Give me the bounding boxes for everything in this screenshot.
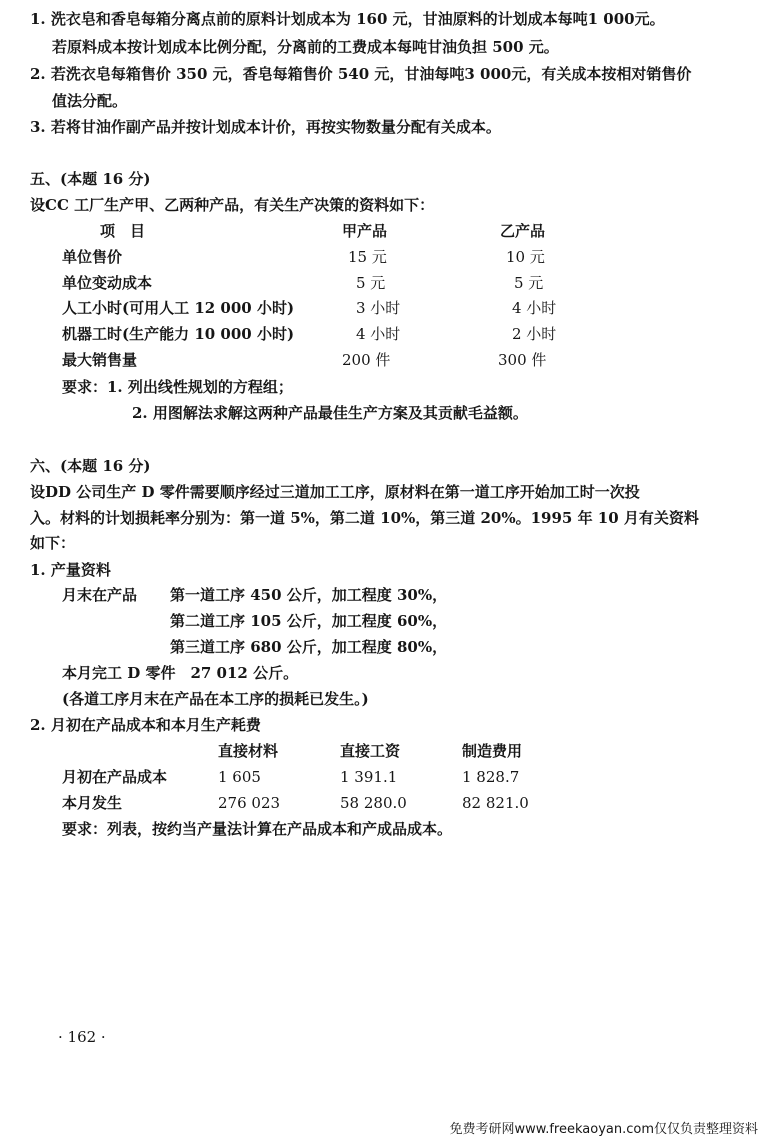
table5-header-item: 项 目 [100,222,146,240]
table5-header-b: 乙产品 [500,222,546,240]
table6-row-label: 本月发生 [62,794,123,812]
table6-cell: 1 391.1 [340,768,398,786]
table5-header-a: 甲产品 [342,222,388,240]
table6-cell: 1 828.7 [462,768,520,786]
table6-row-label: 月初在产品成本 [62,768,168,786]
wip-step-3: 第三道工序 680 公斤，加工程度 80%， [170,638,448,656]
part-six-requirement: 要求：列表，按约当产量法计算在产品成本和产成品成本。 [62,820,453,838]
wip-label: 月末在产品 [62,586,138,604]
table6-header-material: 直接材料 [218,742,279,760]
table6-cell: 1 605 [218,768,261,786]
part-five-heading: 五、(本题 16 分) [30,170,151,188]
table5-row-b: 2 小时 [512,325,557,343]
table5-row-b: 5 元 [514,274,544,292]
wip-step-1: 第一道工序 450 公斤，加工程度 30%， [170,586,448,604]
item-1-line2: 若原料成本按计划成本比例分配，分离前的工费成本每吨甘油负担 500 元。 [52,38,559,56]
table6-cell: 58 280.0 [340,794,407,812]
loss-note: (各道工序月末在产品在本工序的损耗已发生。) [62,690,369,708]
table5-row-b: 4 小时 [512,299,557,317]
table5-row-label: 最大销售量 [62,351,138,369]
item-3-line1: 3. 若将甘油作副产品并按计划成本计价，再按实物数量分配有关成本。 [30,118,501,136]
table6-cell: 82 821.0 [462,794,529,812]
part-five-req2: 2. 用图解法求解这两种产品最佳生产方案及其贡献毛益额。 [132,404,528,422]
item-1-line1: 1. 洗衣皂和香皂每箱分离点前的原料计划成本为 160 元，甘油原料的计划成本每吨1 000元。 [30,10,665,28]
table5-row-label: 单位售价 [62,248,123,266]
page-number: · 162 · [58,1028,106,1046]
table5-row-b: 10 元 [506,248,545,266]
section-1-title: 1. 产量资料 [30,561,111,579]
table6-header-overhead: 制造费用 [462,742,523,760]
section-2-title: 2. 月初在产品成本和本月生产耗费 [30,716,261,734]
table5-row-b: 300 件 [498,351,547,369]
part-six-heading: 六、(本题 16 分) [30,457,151,475]
table5-row-a: 15 元 [348,248,387,266]
finished-output: 本月完工 D 零件 27 012 公斤。 [62,664,299,682]
wip-step-2: 第二道工序 105 公斤，加工程度 60%， [170,612,448,630]
table6-cell: 276 023 [218,794,281,812]
table5-row-a: 5 元 [356,274,386,292]
table5-row-label: 单位变动成本 [62,274,153,292]
table5-row-a: 3 小时 [356,299,401,317]
part-five-req1: 要求：1. 列出线性规划的方程组； [62,378,293,396]
table5-row-label: 人工小时(可用人工 12 000 小时) [62,299,295,317]
table5-row-a: 200 件 [342,351,391,369]
part-six-intro2: 入。材料的计划损耗率分别为：第一道 5%，第二道 10%，第三道 20%。1995 年 10 月有关资料 [30,509,699,527]
table5-row-label: 机器工时(生产能力 10 000 小时) [62,325,295,343]
watermark-footer: 免费考研网www.freekaoyan.com仅仅负责整理资料 [449,1122,758,1137]
table5-row-a: 4 小时 [356,325,401,343]
part-six-intro3: 如下： [30,534,76,552]
table6-header-wages: 直接工资 [340,742,401,760]
item-2-line1: 2. 若洗衣皂每箱售价 350 元，香皂每箱售价 540 元，甘油每吨3 000元，有关成本按相对销售价 [30,65,692,83]
part-six-intro1: 设DD 公司生产 D 零件需要顺序经过三道加工工序，原材料在第一道工序开始加工时一次投 [30,483,640,501]
item-2-line2: 值法分配。 [52,92,128,110]
part-five-intro: 设CC 工厂生产甲、乙两种产品，有关生产决策的资料如下： [30,196,435,214]
